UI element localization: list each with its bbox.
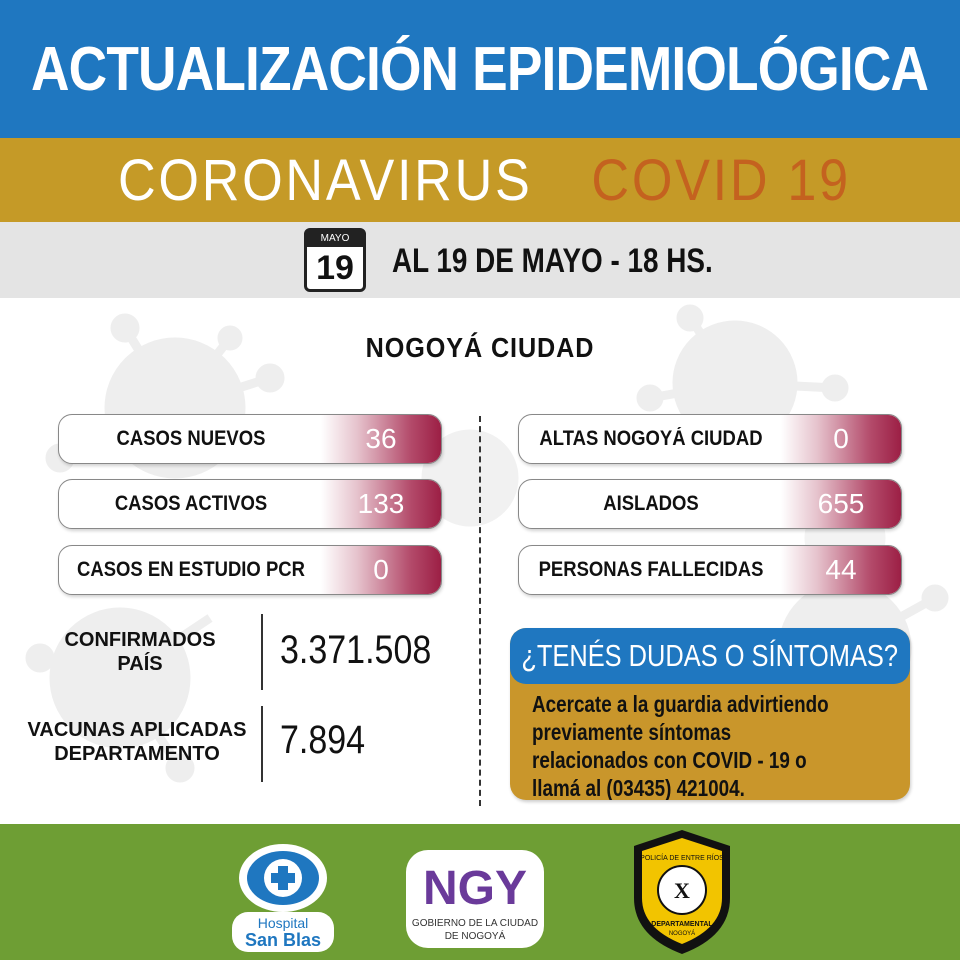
calendar-day: 19 xyxy=(316,249,354,287)
ngy-logo xyxy=(400,844,550,952)
hospital-line2: San Blas xyxy=(244,930,322,950)
policia-top: POLICÍA DE ENTRE RÍOS xyxy=(640,855,724,862)
stat-value: 0 xyxy=(321,546,441,594)
date-band xyxy=(0,222,960,298)
confirmados-label-line2: PAÍS xyxy=(117,653,163,675)
stat-label: ALTAS NOGOYÁ CIUDAD xyxy=(539,427,763,450)
city-heading: NOGOYÁ CIUDAD xyxy=(365,332,595,363)
page-title: ACTUALIZACIÓN EPIDEMIOLÓGICA xyxy=(31,34,929,104)
stat-label: CASOS NUEVOS xyxy=(116,427,266,450)
vacunas-label xyxy=(24,718,250,766)
confirmados-label xyxy=(40,628,240,676)
stat-label: PERSONAS FALLECIDAS xyxy=(538,558,764,581)
policia-badge-logo xyxy=(626,828,738,956)
vacunas-separator xyxy=(261,706,263,782)
stat-label: CASOS ACTIVOS xyxy=(114,492,268,515)
stat-casos-activos xyxy=(58,479,442,529)
dudas-box xyxy=(510,628,910,800)
subtitle-coronavirus: CORONAVIRUS xyxy=(117,147,533,213)
vacunas-value: 7.894 xyxy=(280,718,366,762)
confirmados-label-line1: CONFIRMADOS xyxy=(64,629,216,651)
vacunas-label-line2: DEPARTAMENTO xyxy=(54,743,220,765)
calendar-icon xyxy=(304,228,366,292)
stat-value: 133 xyxy=(321,480,441,528)
confirmados-separator xyxy=(261,614,263,690)
vacunas-label-line1: VACUNAS APLICADAS xyxy=(27,719,247,741)
confirmados-value: 3.371.508 xyxy=(280,628,432,672)
stat-aislados xyxy=(518,479,902,529)
hospital-line1: Hospital xyxy=(257,915,309,931)
stat-value: 0 xyxy=(781,415,901,463)
center-divider xyxy=(479,416,481,806)
stat-value: 36 xyxy=(321,415,441,463)
dudas-title-text: ¿TENÉS DUDAS O SÍNTOMAS? xyxy=(521,638,899,673)
title-band xyxy=(0,0,960,138)
ngy-brand: NGY xyxy=(422,862,528,915)
dudas-title xyxy=(510,628,910,684)
policia-emblem: X xyxy=(674,878,690,903)
policia-bottom1: DEPARTAMENTAL xyxy=(651,921,713,928)
stat-value: 44 xyxy=(781,546,901,594)
ngy-line1: GOBIERNO DE LA CIUDAD xyxy=(411,918,539,929)
stat-value: 655 xyxy=(781,480,901,528)
hospital-san-blas-logo xyxy=(228,838,338,954)
ngy-line2: DE NOGOYÁ xyxy=(444,931,506,942)
stat-label: CASOS EN ESTUDIO PCR xyxy=(77,558,305,581)
calendar-month: MAYO xyxy=(307,231,363,247)
subtitle-band xyxy=(0,138,960,222)
stat-altas xyxy=(518,414,902,464)
policia-bottom2: NOGOYÁ xyxy=(668,931,696,937)
stat-fallecidas xyxy=(518,545,902,595)
footer xyxy=(0,824,960,960)
dudas-text: Acercate a la guardia advirtiendo previamente síntomas relacionados con COVID - 19 o llamá al (03435) 421004. xyxy=(532,691,829,800)
report-date: AL 19 DE MAYO - 18 HS. xyxy=(392,242,713,280)
subtitle-covid: COVID 19 xyxy=(591,147,852,213)
stat-casos-estudio-pcr xyxy=(58,545,442,595)
stat-casos-nuevos xyxy=(58,414,442,464)
stat-label: AISLADOS xyxy=(603,492,699,515)
